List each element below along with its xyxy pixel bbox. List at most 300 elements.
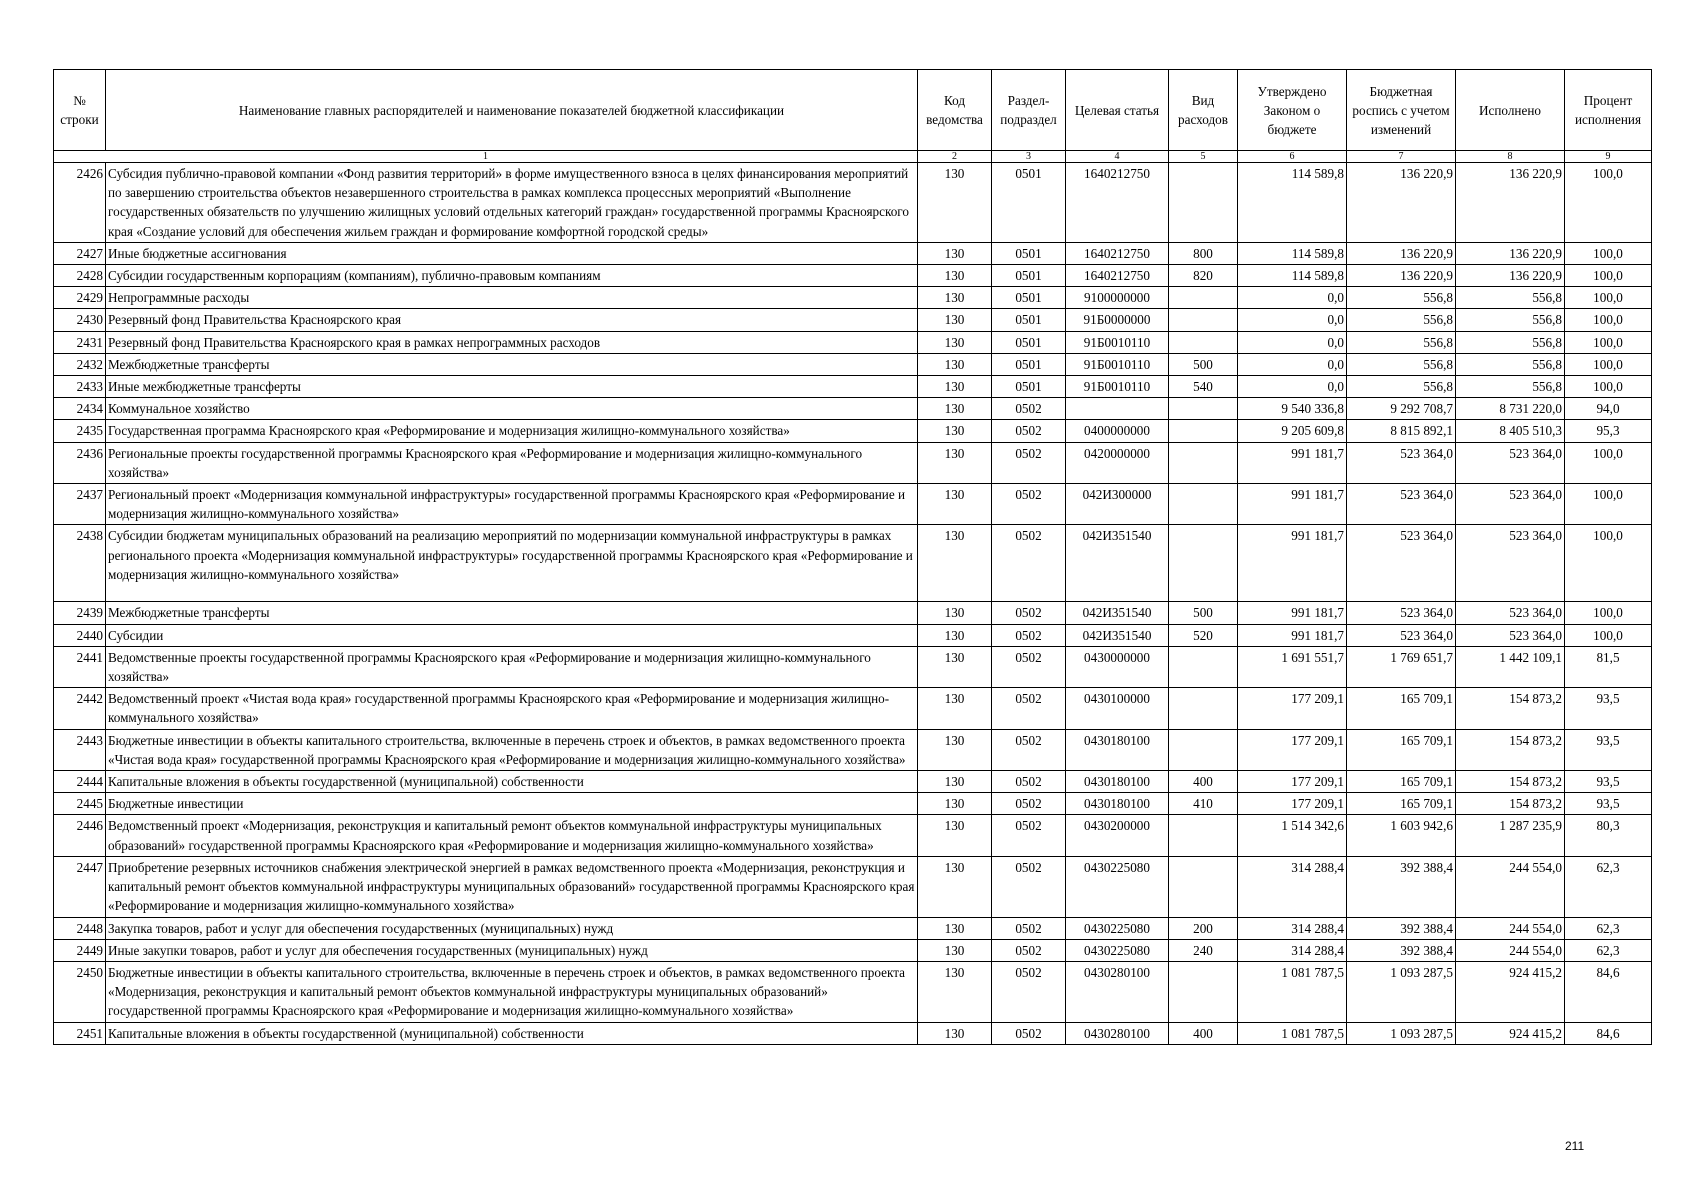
approved-amount: 991 181,7 bbox=[1238, 484, 1347, 525]
indicator-name: Приобретение резервных источников снабжения электрической энергией в рамках ведомственного проекта «Модернизация, реконструкция и капитальный ремонт объектов коммунальной инфраструктуры муниципальных образований» государственной программы Красноярского края «Реформирование и модернизация жилищно-коммунального хозяйства» bbox=[106, 856, 918, 917]
execution-percent: 100,0 bbox=[1565, 309, 1652, 331]
expense-kind bbox=[1169, 688, 1238, 729]
executed-amount: 154 873,2 bbox=[1456, 688, 1565, 729]
table-row bbox=[54, 484, 1652, 525]
department-code: 130 bbox=[918, 771, 992, 793]
approved-amount: 114 589,8 bbox=[1238, 265, 1347, 287]
executed-amount: 523 364,0 bbox=[1456, 442, 1565, 483]
approved-amount: 9 540 336,8 bbox=[1238, 398, 1347, 420]
department-code: 130 bbox=[918, 442, 992, 483]
header-target-article: Целевая статья bbox=[1066, 70, 1169, 151]
target-article: 1640212750 bbox=[1066, 163, 1169, 243]
row-number: 2444 bbox=[54, 771, 106, 793]
target-article: 9100000000 bbox=[1066, 287, 1169, 309]
executed-amount: 556,8 bbox=[1456, 331, 1565, 353]
budget-schedule-amount: 165 709,1 bbox=[1347, 729, 1456, 770]
expense-kind: 400 bbox=[1169, 771, 1238, 793]
approved-amount: 1 691 551,7 bbox=[1238, 646, 1347, 687]
department-code: 130 bbox=[918, 398, 992, 420]
section-code: 0502 bbox=[992, 420, 1066, 442]
section-code: 0502 bbox=[992, 646, 1066, 687]
table-row bbox=[54, 793, 1652, 815]
indicator-name: Закупка товаров, работ и услуг для обеспечения государственных (муниципальных) нужд bbox=[106, 917, 918, 939]
indicator-name: Бюджетные инвестиции bbox=[106, 793, 918, 815]
department-code: 130 bbox=[918, 1022, 992, 1044]
executed-amount: 1 287 235,9 bbox=[1456, 815, 1565, 856]
table-row bbox=[54, 331, 1652, 353]
execution-percent: 100,0 bbox=[1565, 484, 1652, 525]
executed-amount: 8 731 220,0 bbox=[1456, 398, 1565, 420]
department-code: 130 bbox=[918, 624, 992, 646]
section-code: 0502 bbox=[992, 961, 1066, 1022]
expense-kind bbox=[1169, 815, 1238, 856]
section-code: 0501 bbox=[992, 242, 1066, 264]
indicator-name: Субсидии bbox=[106, 624, 918, 646]
row-number: 2447 bbox=[54, 856, 106, 917]
indicator-name: Бюджетные инвестиции в объекты капитального строительства, включенные в перечень строек и объектов, в рамках ведомственного проекта «Чистая вода края» государственной программы Красноярского края «Реформирование и модернизация жилищно-коммунального хозяйства» bbox=[106, 729, 918, 770]
expense-kind bbox=[1169, 856, 1238, 917]
table-row bbox=[54, 287, 1652, 309]
execution-percent: 93,5 bbox=[1565, 688, 1652, 729]
column-number: 6 bbox=[1238, 151, 1347, 163]
expense-kind: 240 bbox=[1169, 939, 1238, 961]
budget-schedule-amount: 165 709,1 bbox=[1347, 688, 1456, 729]
execution-percent: 100,0 bbox=[1565, 331, 1652, 353]
target-article: 0430180100 bbox=[1066, 729, 1169, 770]
executed-amount: 523 364,0 bbox=[1456, 624, 1565, 646]
executed-amount: 924 415,2 bbox=[1456, 961, 1565, 1022]
indicator-name: Субсидии бюджетам муниципальных образований на реализацию мероприятий по модернизации коммунальной инфраструктуры в рамках регионального проекта «Модернизация коммунальной инфраструктуры» государственной программы Красноярского края «Реформирование и модернизация жилищно-коммунального хозяйства» bbox=[106, 525, 918, 602]
section-code: 0502 bbox=[992, 856, 1066, 917]
approved-amount: 0,0 bbox=[1238, 287, 1347, 309]
indicator-name: Межбюджетные трансферты bbox=[106, 353, 918, 375]
approved-amount: 1 514 342,6 bbox=[1238, 815, 1347, 856]
expense-kind bbox=[1169, 287, 1238, 309]
execution-percent: 100,0 bbox=[1565, 376, 1652, 398]
row-number: 2426 bbox=[54, 163, 106, 243]
expense-kind bbox=[1169, 420, 1238, 442]
executed-amount: 8 405 510,3 bbox=[1456, 420, 1565, 442]
column-number-row bbox=[54, 151, 1652, 163]
table-row bbox=[54, 771, 1652, 793]
indicator-name: Государственная программа Красноярского края «Реформирование и модернизация жилищно-коммунального хозяйства» bbox=[106, 420, 918, 442]
target-article: 0430280100 bbox=[1066, 961, 1169, 1022]
column-number: 1 bbox=[54, 151, 918, 163]
target-article: 91Б0010110 bbox=[1066, 353, 1169, 375]
row-number: 2428 bbox=[54, 265, 106, 287]
row-number: 2436 bbox=[54, 442, 106, 483]
execution-percent: 93,5 bbox=[1565, 793, 1652, 815]
header-row bbox=[54, 70, 1652, 151]
target-article: 91Б0000000 bbox=[1066, 309, 1169, 331]
budget-schedule-amount: 523 364,0 bbox=[1347, 602, 1456, 624]
row-number: 2450 bbox=[54, 961, 106, 1022]
department-code: 130 bbox=[918, 265, 992, 287]
row-number: 2441 bbox=[54, 646, 106, 687]
target-article: 042И351540 bbox=[1066, 624, 1169, 646]
expense-kind: 500 bbox=[1169, 602, 1238, 624]
table-row bbox=[54, 1022, 1652, 1044]
execution-percent: 100,0 bbox=[1565, 442, 1652, 483]
target-article: 1640212750 bbox=[1066, 242, 1169, 264]
target-article: 0400000000 bbox=[1066, 420, 1169, 442]
table-row bbox=[54, 602, 1652, 624]
approved-amount: 991 181,7 bbox=[1238, 442, 1347, 483]
column-number: 7 bbox=[1347, 151, 1456, 163]
table-body bbox=[54, 163, 1652, 1045]
row-number: 2430 bbox=[54, 309, 106, 331]
indicator-name: Иные бюджетные ассигнования bbox=[106, 242, 918, 264]
row-number: 2427 bbox=[54, 242, 106, 264]
section-code: 0502 bbox=[992, 729, 1066, 770]
row-number: 2442 bbox=[54, 688, 106, 729]
executed-amount: 523 364,0 bbox=[1456, 484, 1565, 525]
column-number: 8 bbox=[1456, 151, 1565, 163]
indicator-name: Иные межбюджетные трансферты bbox=[106, 376, 918, 398]
execution-percent: 100,0 bbox=[1565, 525, 1652, 602]
target-article: 1640212750 bbox=[1066, 265, 1169, 287]
table-row bbox=[54, 624, 1652, 646]
execution-percent: 100,0 bbox=[1565, 602, 1652, 624]
section-code: 0501 bbox=[992, 353, 1066, 375]
row-number: 2446 bbox=[54, 815, 106, 856]
budget-schedule-amount: 523 364,0 bbox=[1347, 442, 1456, 483]
department-code: 130 bbox=[918, 242, 992, 264]
department-code: 130 bbox=[918, 602, 992, 624]
approved-amount: 991 181,7 bbox=[1238, 602, 1347, 624]
executed-amount: 556,8 bbox=[1456, 287, 1565, 309]
indicator-name: Ведомственные проекты государственной программы Красноярского края «Реформирование и модернизация жилищно-коммунального хозяйства» bbox=[106, 646, 918, 687]
budget-schedule-amount: 556,8 bbox=[1347, 353, 1456, 375]
table-row bbox=[54, 525, 1652, 602]
execution-percent: 100,0 bbox=[1565, 287, 1652, 309]
target-article: 0430180100 bbox=[1066, 793, 1169, 815]
approved-amount: 0,0 bbox=[1238, 309, 1347, 331]
section-code: 0502 bbox=[992, 525, 1066, 602]
execution-percent: 81,5 bbox=[1565, 646, 1652, 687]
section-code: 0502 bbox=[992, 1022, 1066, 1044]
table-row bbox=[54, 398, 1652, 420]
expense-kind: 400 bbox=[1169, 1022, 1238, 1044]
approved-amount: 314 288,4 bbox=[1238, 917, 1347, 939]
execution-percent: 100,0 bbox=[1565, 265, 1652, 287]
department-code: 130 bbox=[918, 376, 992, 398]
approved-amount: 177 209,1 bbox=[1238, 793, 1347, 815]
indicator-name: Коммунальное хозяйство bbox=[106, 398, 918, 420]
indicator-name: Резервный фонд Правительства Красноярского края в рамках непрограммных расходов bbox=[106, 331, 918, 353]
expense-kind bbox=[1169, 442, 1238, 483]
execution-percent: 84,6 bbox=[1565, 961, 1652, 1022]
table-row bbox=[54, 646, 1652, 687]
row-number: 2429 bbox=[54, 287, 106, 309]
table-row bbox=[54, 442, 1652, 483]
table-row bbox=[54, 961, 1652, 1022]
department-code: 130 bbox=[918, 688, 992, 729]
expense-kind bbox=[1169, 484, 1238, 525]
target-article: 91Б0010110 bbox=[1066, 331, 1169, 353]
executed-amount: 136 220,9 bbox=[1456, 242, 1565, 264]
expense-kind: 500 bbox=[1169, 353, 1238, 375]
table-row bbox=[54, 939, 1652, 961]
budget-schedule-amount: 136 220,9 bbox=[1347, 242, 1456, 264]
row-number: 2438 bbox=[54, 525, 106, 602]
expense-kind: 540 bbox=[1169, 376, 1238, 398]
approved-amount: 177 209,1 bbox=[1238, 771, 1347, 793]
budget-schedule-amount: 392 388,4 bbox=[1347, 939, 1456, 961]
budget-schedule-amount: 1 093 287,5 bbox=[1347, 1022, 1456, 1044]
target-article: 0430225080 bbox=[1066, 856, 1169, 917]
row-number: 2448 bbox=[54, 917, 106, 939]
executed-amount: 244 554,0 bbox=[1456, 917, 1565, 939]
executed-amount: 136 220,9 bbox=[1456, 163, 1565, 243]
approved-amount: 177 209,1 bbox=[1238, 688, 1347, 729]
executed-amount: 244 554,0 bbox=[1456, 856, 1565, 917]
expense-kind bbox=[1169, 961, 1238, 1022]
department-code: 130 bbox=[918, 353, 992, 375]
department-code: 130 bbox=[918, 163, 992, 243]
expense-kind bbox=[1169, 646, 1238, 687]
execution-percent: 94,0 bbox=[1565, 398, 1652, 420]
expense-kind bbox=[1169, 309, 1238, 331]
executed-amount: 1 442 109,1 bbox=[1456, 646, 1565, 687]
expense-kind: 800 bbox=[1169, 242, 1238, 264]
indicator-name: Непрограммные расходы bbox=[106, 287, 918, 309]
execution-percent: 93,5 bbox=[1565, 771, 1652, 793]
execution-percent: 100,0 bbox=[1565, 353, 1652, 375]
section-code: 0502 bbox=[992, 939, 1066, 961]
execution-percent: 62,3 bbox=[1565, 917, 1652, 939]
row-number: 2439 bbox=[54, 602, 106, 624]
executed-amount: 154 873,2 bbox=[1456, 729, 1565, 770]
row-number: 2431 bbox=[54, 331, 106, 353]
row-number: 2440 bbox=[54, 624, 106, 646]
budget-schedule-amount: 165 709,1 bbox=[1347, 771, 1456, 793]
target-article: 0430280100 bbox=[1066, 1022, 1169, 1044]
expense-kind: 410 bbox=[1169, 793, 1238, 815]
target-article: 0430180100 bbox=[1066, 771, 1169, 793]
indicator-name: Межбюджетные трансферты bbox=[106, 602, 918, 624]
budget-schedule-amount: 523 364,0 bbox=[1347, 525, 1456, 602]
indicator-name: Региональные проекты государственной программы Красноярского края «Реформирование и модернизация жилищно-коммунального хозяйства» bbox=[106, 442, 918, 483]
budget-schedule-amount: 523 364,0 bbox=[1347, 484, 1456, 525]
row-number: 2432 bbox=[54, 353, 106, 375]
approved-amount: 177 209,1 bbox=[1238, 729, 1347, 770]
budget-schedule-amount: 392 388,4 bbox=[1347, 917, 1456, 939]
column-number: 5 bbox=[1169, 151, 1238, 163]
budget-schedule-amount: 136 220,9 bbox=[1347, 265, 1456, 287]
row-number: 2437 bbox=[54, 484, 106, 525]
executed-amount: 136 220,9 bbox=[1456, 265, 1565, 287]
budget-schedule-amount: 136 220,9 bbox=[1347, 163, 1456, 243]
execution-percent: 62,3 bbox=[1565, 939, 1652, 961]
executed-amount: 523 364,0 bbox=[1456, 525, 1565, 602]
table-row bbox=[54, 917, 1652, 939]
row-number: 2445 bbox=[54, 793, 106, 815]
execution-percent: 62,3 bbox=[1565, 856, 1652, 917]
target-article: 042И300000 bbox=[1066, 484, 1169, 525]
department-code: 130 bbox=[918, 287, 992, 309]
section-code: 0502 bbox=[992, 398, 1066, 420]
department-code: 130 bbox=[918, 793, 992, 815]
budget-schedule-amount: 1 769 651,7 bbox=[1347, 646, 1456, 687]
table-row bbox=[54, 729, 1652, 770]
indicator-name: Ведомственный проект «Модернизация, реконструкция и капитальный ремонт объектов коммунальной инфраструктуры муниципальных образований» государственной программы Красноярского края «Реформирование и модернизация жилищно-коммунального хозяйства» bbox=[106, 815, 918, 856]
header-percent: Процент исполнения bbox=[1565, 70, 1652, 151]
budget-schedule-amount: 165 709,1 bbox=[1347, 793, 1456, 815]
target-article: 91Б0010110 bbox=[1066, 376, 1169, 398]
table-row bbox=[54, 309, 1652, 331]
target-article bbox=[1066, 398, 1169, 420]
section-code: 0502 bbox=[992, 624, 1066, 646]
indicator-name: Капитальные вложения в объекты государственной (муниципальной) собственности bbox=[106, 1022, 918, 1044]
expense-kind bbox=[1169, 331, 1238, 353]
page-number: 211 bbox=[1565, 1139, 1585, 1153]
header-executed: Исполнено bbox=[1456, 70, 1565, 151]
section-code: 0501 bbox=[992, 376, 1066, 398]
budget-schedule-amount: 1 093 287,5 bbox=[1347, 961, 1456, 1022]
budget-schedule-amount: 523 364,0 bbox=[1347, 624, 1456, 646]
execution-percent: 100,0 bbox=[1565, 163, 1652, 243]
table-row bbox=[54, 420, 1652, 442]
department-code: 130 bbox=[918, 856, 992, 917]
column-number: 4 bbox=[1066, 151, 1169, 163]
executed-amount: 924 415,2 bbox=[1456, 1022, 1565, 1044]
approved-amount: 114 589,8 bbox=[1238, 163, 1347, 243]
department-code: 130 bbox=[918, 646, 992, 687]
table-row bbox=[54, 163, 1652, 243]
budget-schedule-amount: 556,8 bbox=[1347, 287, 1456, 309]
table-row bbox=[54, 376, 1652, 398]
department-code: 130 bbox=[918, 961, 992, 1022]
department-code: 130 bbox=[918, 525, 992, 602]
row-number: 2451 bbox=[54, 1022, 106, 1044]
column-number: 2 bbox=[918, 151, 992, 163]
section-code: 0502 bbox=[992, 917, 1066, 939]
indicator-name: Бюджетные инвестиции в объекты капитального строительства, включенные в перечень строек и объектов, в рамках ведомственного проекта «Модернизация, реконструкция и капитальный ремонт объектов коммунальной инфраструктуры муниципальных образований» государственной программы Красноярского края «Реформирование и модернизация жилищно-коммунального хозяйства» bbox=[106, 961, 918, 1022]
section-code: 0502 bbox=[992, 688, 1066, 729]
section-code: 0501 bbox=[992, 331, 1066, 353]
section-code: 0502 bbox=[992, 442, 1066, 483]
execution-percent: 95,3 bbox=[1565, 420, 1652, 442]
department-code: 130 bbox=[918, 729, 992, 770]
indicator-name: Региональный проект «Модернизация коммунальной инфраструктуры» государственной программы Красноярского края «Реформирование и модернизация жилищно-коммунального хозяйства» bbox=[106, 484, 918, 525]
approved-amount: 991 181,7 bbox=[1238, 624, 1347, 646]
row-number: 2443 bbox=[54, 729, 106, 770]
header-section: Раздел-подраздел bbox=[992, 70, 1066, 151]
department-code: 130 bbox=[918, 420, 992, 442]
approved-amount: 114 589,8 bbox=[1238, 242, 1347, 264]
table-row bbox=[54, 815, 1652, 856]
approved-amount: 9 205 609,8 bbox=[1238, 420, 1347, 442]
section-code: 0501 bbox=[992, 287, 1066, 309]
department-code: 130 bbox=[918, 331, 992, 353]
approved-amount: 0,0 bbox=[1238, 376, 1347, 398]
section-code: 0501 bbox=[992, 163, 1066, 243]
executed-amount: 556,8 bbox=[1456, 353, 1565, 375]
target-article: 042И351540 bbox=[1066, 602, 1169, 624]
table-row bbox=[54, 856, 1652, 917]
section-code: 0502 bbox=[992, 602, 1066, 624]
table-row bbox=[54, 353, 1652, 375]
department-code: 130 bbox=[918, 939, 992, 961]
target-article: 042И351540 bbox=[1066, 525, 1169, 602]
table-row bbox=[54, 265, 1652, 287]
budget-schedule-amount: 556,8 bbox=[1347, 309, 1456, 331]
section-code: 0502 bbox=[992, 793, 1066, 815]
header-name: Наименование главных распорядителей и наименование показателей бюджетной классификации bbox=[106, 70, 918, 151]
section-code: 0501 bbox=[992, 265, 1066, 287]
executed-amount: 523 364,0 bbox=[1456, 602, 1565, 624]
expense-kind: 520 bbox=[1169, 624, 1238, 646]
target-article: 0430200000 bbox=[1066, 815, 1169, 856]
expense-kind bbox=[1169, 163, 1238, 243]
section-code: 0502 bbox=[992, 771, 1066, 793]
target-article: 0430100000 bbox=[1066, 688, 1169, 729]
execution-percent: 80,3 bbox=[1565, 815, 1652, 856]
budget-schedule-amount: 556,8 bbox=[1347, 331, 1456, 353]
department-code: 130 bbox=[918, 484, 992, 525]
approved-amount: 314 288,4 bbox=[1238, 856, 1347, 917]
approved-amount: 0,0 bbox=[1238, 331, 1347, 353]
budget-schedule-amount: 1 603 942,6 bbox=[1347, 815, 1456, 856]
executed-amount: 154 873,2 bbox=[1456, 771, 1565, 793]
approved-amount: 991 181,7 bbox=[1238, 525, 1347, 602]
row-number: 2435 bbox=[54, 420, 106, 442]
section-code: 0501 bbox=[992, 309, 1066, 331]
expense-kind: 200 bbox=[1169, 917, 1238, 939]
header-budget-schedule: Бюджетная роспись с учетом изменений bbox=[1347, 70, 1456, 151]
target-article: 0430225080 bbox=[1066, 917, 1169, 939]
table-row bbox=[54, 242, 1652, 264]
execution-percent: 100,0 bbox=[1565, 624, 1652, 646]
indicator-name: Иные закупки товаров, работ и услуг для обеспечения государственных (муниципальных) нужд bbox=[106, 939, 918, 961]
expense-kind bbox=[1169, 398, 1238, 420]
header-approved: Утверждено Законом о бюджете bbox=[1238, 70, 1347, 151]
indicator-name: Субсидия публично-правовой компании «Фонд развития территорий» в форме имущественного взноса в целях финансирования мероприятий по завершению строительства объектов незавершенного строительства в рамках комплекса процессных мероприятий «Выполнение государственных обязательств по улучшению жилищных условий отдельных категорий граждан» государственной программы Красноярского края «Создание условий для обеспечения жильем граждан и формирование комфортной городской среды» bbox=[106, 163, 918, 243]
executed-amount: 244 554,0 bbox=[1456, 939, 1565, 961]
indicator-name: Резервный фонд Правительства Красноярского края bbox=[106, 309, 918, 331]
budget-schedule-amount: 9 292 708,7 bbox=[1347, 398, 1456, 420]
executed-amount: 154 873,2 bbox=[1456, 793, 1565, 815]
budget-schedule-amount: 392 388,4 bbox=[1347, 856, 1456, 917]
target-article: 0430000000 bbox=[1066, 646, 1169, 687]
header-department-code: Код ведомства bbox=[918, 70, 992, 151]
indicator-name: Ведомственный проект «Чистая вода края» государственной программы Красноярского края «Реформирование и модернизация жилищно-коммунального хозяйства» bbox=[106, 688, 918, 729]
row-number: 2434 bbox=[54, 398, 106, 420]
execution-percent: 84,6 bbox=[1565, 1022, 1652, 1044]
approved-amount: 314 288,4 bbox=[1238, 939, 1347, 961]
header-row-number: № строки bbox=[54, 70, 106, 151]
header-expense-kind: Вид расходов bbox=[1169, 70, 1238, 151]
indicator-name: Субсидии государственным корпорациям (компаниям), публично-правовым компаниям bbox=[106, 265, 918, 287]
approved-amount: 1 081 787,5 bbox=[1238, 961, 1347, 1022]
indicator-name: Капитальные вложения в объекты государственной (муниципальной) собственности bbox=[106, 771, 918, 793]
section-code: 0502 bbox=[992, 815, 1066, 856]
target-article: 0420000000 bbox=[1066, 442, 1169, 483]
table-row bbox=[54, 688, 1652, 729]
department-code: 130 bbox=[918, 309, 992, 331]
department-code: 130 bbox=[918, 917, 992, 939]
budget-schedule-amount: 8 815 892,1 bbox=[1347, 420, 1456, 442]
section-code: 0502 bbox=[992, 484, 1066, 525]
execution-percent: 93,5 bbox=[1565, 729, 1652, 770]
budget-table bbox=[53, 69, 1652, 1045]
approved-amount: 0,0 bbox=[1238, 353, 1347, 375]
executed-amount: 556,8 bbox=[1456, 309, 1565, 331]
column-number: 3 bbox=[992, 151, 1066, 163]
target-article: 0430225080 bbox=[1066, 939, 1169, 961]
row-number: 2449 bbox=[54, 939, 106, 961]
